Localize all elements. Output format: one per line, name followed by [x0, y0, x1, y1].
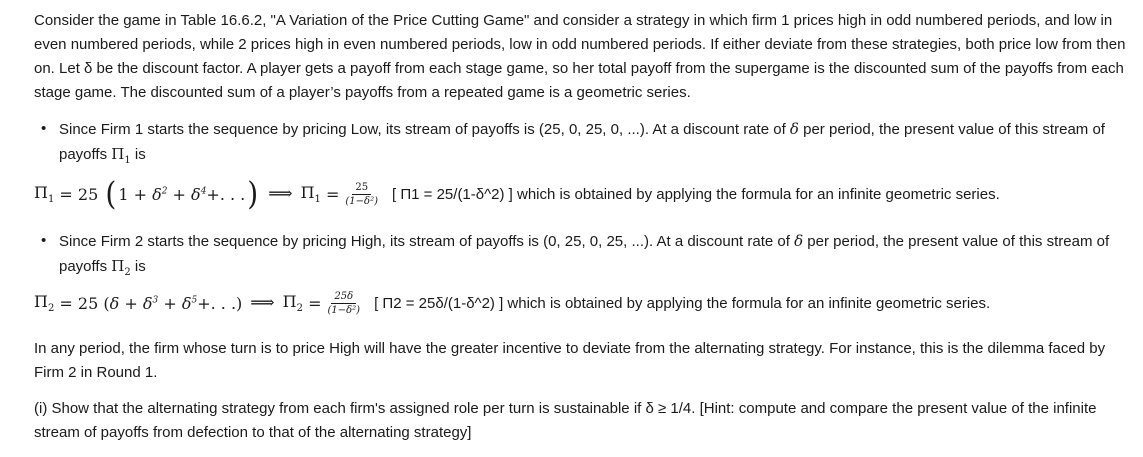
delta-power: $\delta^2$	[152, 184, 168, 204]
fraction-denominator: (1−δ²)	[345, 195, 378, 207]
pi2-lhs: $\Pi_2$	[34, 291, 55, 315]
bullet-firm1	[59, 117, 1129, 173]
delta-power: $\delta^5$	[181, 293, 198, 313]
pi1-lhs: $\Pi_1$	[34, 182, 55, 206]
bullet2-tail: is	[134, 258, 146, 275]
plus-sign: +	[163, 293, 177, 313]
equals-sign: =	[326, 184, 340, 204]
equals-sign: =	[308, 293, 322, 313]
bullet2-text: Since Firm 2 starts the sequence by pricing High, its stream of payoffs is (0, 25, 0, 25, ...). At a discount rate of	[59, 233, 790, 250]
close-paren: )	[236, 293, 243, 313]
intro-paragraph: Consider the game in Table 16.6.2, "A Variation of the Price Cutting Game" and consider a strategy in which firm 1 prices high in odd numbered periods, and low in even numbered periods, while 2 prices high in even numbered periods, low in odd numbered periods. If either deviate from these strategies, both price low from then on. Let δ be the discount factor. A player gets a payoff from each stage game, so her total payoff from the supergame is the discounted sum of the payoffs from each stage game. The discounted sum of a player’s payoffs from a repeated game is a geometric series.	[34, 12, 1126, 101]
equation-pi1	[34, 174, 1000, 214]
delta-symbol: δ	[789, 120, 799, 138]
open-paren: (	[103, 293, 110, 313]
equals-sign: =	[59, 293, 73, 313]
equation-note: [ Π1 = 25/(1-δ^2) ] which is obtained by applying the formula for an infinite geometric series.	[391, 185, 1000, 203]
series-term: δ +	[109, 293, 138, 313]
ellipsis: +. . .	[206, 184, 246, 204]
delta-symbol: δ	[794, 232, 804, 250]
series-term: 1 +	[118, 184, 147, 204]
close-paren: )	[247, 174, 259, 213]
open-paren: (	[105, 174, 117, 213]
delta-power: $\delta^3$	[142, 293, 159, 313]
question-paragraph: (i) Show that the alternating strategy from each firm's assigned role per turn is sustainable if δ ≥ 1/4. [Hint: compute and compare the present value of the infinite stream of payoffs from defection to that of the alternating strategy]	[34, 400, 1097, 441]
pi-symbol: $\Pi_1$	[111, 145, 131, 166]
pi2-rhs: $\Pi_2$	[282, 291, 303, 315]
pi-symbol: $\Pi_2$	[111, 257, 131, 278]
equation-note: [ Π2 = 25δ/(1-δ^2) ] which is obtained by applying the formula for an infinite geometric series.	[374, 294, 991, 312]
implies-arrow: ⟹	[250, 293, 275, 313]
equation-pi2	[34, 283, 990, 323]
pi1-rhs: $\Pi_1$	[300, 182, 321, 206]
bullet1-text2: per period, the present value of this stream of payoffs	[59, 121, 1105, 163]
fraction-numerator: 25	[352, 182, 371, 195]
bullet1-text: Since Firm 1 starts the sequence by pricing Low, its stream of payoffs is (25, 0, 25, 0, ...). At a discount rate of	[59, 121, 786, 138]
coefficient: 25	[77, 293, 99, 313]
bullet2-text2: per period, the present value of this stream of payoffs	[59, 233, 1110, 275]
ellipsis: +. . .	[197, 293, 237, 313]
equals-sign: =	[59, 184, 73, 204]
implies-arrow: ⟹	[268, 184, 293, 204]
fraction	[327, 291, 360, 316]
delta-power: $\delta^4$	[191, 184, 207, 204]
bullet-firm2	[59, 229, 1129, 285]
coefficient: 25	[77, 184, 99, 204]
fraction-denominator: (1−δ²)	[327, 304, 361, 316]
fraction-numerator: 25δ	[331, 291, 356, 304]
bullet1-tail: is	[134, 146, 146, 163]
incentive-paragraph: In any period, the firm whose turn is to price High will have the greater incentive to deviate from the alternating strategy. For instance, this is the dilemma faced by Firm 2 in Round 1.	[34, 340, 1106, 381]
plus-sign: +	[172, 184, 186, 204]
fraction	[345, 182, 378, 207]
